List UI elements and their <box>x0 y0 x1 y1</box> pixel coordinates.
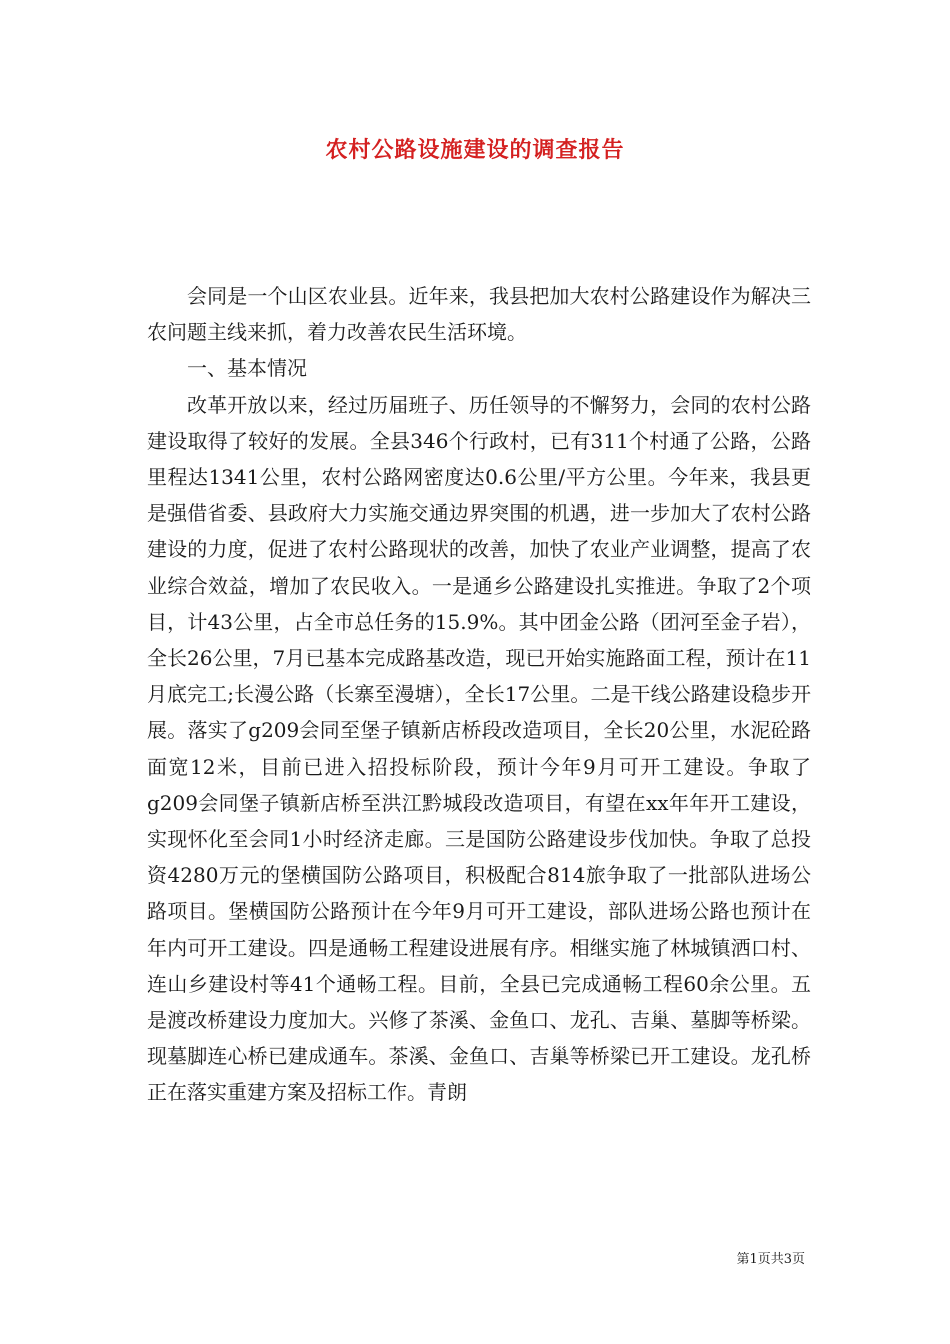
intro-paragraph: 会同是一个山区农业县。近年来，我县把加大农村公路建设作为解决三农问题主线来抓，着力改善农民生活环境。 <box>147 284 811 345</box>
page-number: 第1页共3页 <box>736 1252 805 1267</box>
document-title: 农村公路设施建设的调查报告 <box>325 137 625 163</box>
body-paragraph: 改革开放以来，经过历届班子、历任领导的不懈努力，会同的农村公路建设取得了较好的发展。全县346个行政村，已有311个村通了公路，公路里程达1341公里，农村公路网密度达0.6公里/平方公里。今年来，我县更是强借省委、县政府大力实施交通边界突围的机遇，进一步加大了农村公路建设的力度，促进了农村公路现状的改善，加快了农业产业调整，提高了农业综合效益，增加了农民收入。一是通乡公路建设扎实推进。争取了2个项目，计43公里，占全市总任务的15.9%。其中团金公路（团河至金子岩），全长26公里，7月已基本完成路基改造，现已开始实施路面工程，预计在11月底完工;长漫公路（长寨至漫塘），全长17公里。二是干线公路建设稳步开展。落实了g209会同至堡子镇新店桥段改造项目，全长20公里，水泥砼路面宽12米，目前已进入招投标阶段，预计今年9月可开工建设。争取了g209会同堡子镇新店桥至洪江黔城段改造项目，有望在xx年年开工建设，实现怀化至会同1小时经济走廊。三是国防公路建设步伐加快。争取了总投资4280万元的堡横国防公路项目，积极配合814旅争取了一批部队进场公路项目。堡横国防公路预计在今年9月可开工建设，部队进场公路也预计在年内可开工建设。四是通畅工程建设进展有序。相继实施了林城镇洒口村、连山乡建设村等41个通畅工程。目前，全县已完成通畅工程60余公里。五是渡改桥建设力度加大。兴修了茶溪、金鱼口、龙孔、吉巢、墓脚等桥梁。现墓脚连心桥已建成通车。茶溪、金鱼口、吉巢等桥梁已开工建设。龙孔桥正在落实重建方案及招标工作。青朗 <box>147 392 811 1105</box>
section-heading: 一、基本情况 <box>187 356 307 381</box>
document-body <box>147 278 811 1111</box>
